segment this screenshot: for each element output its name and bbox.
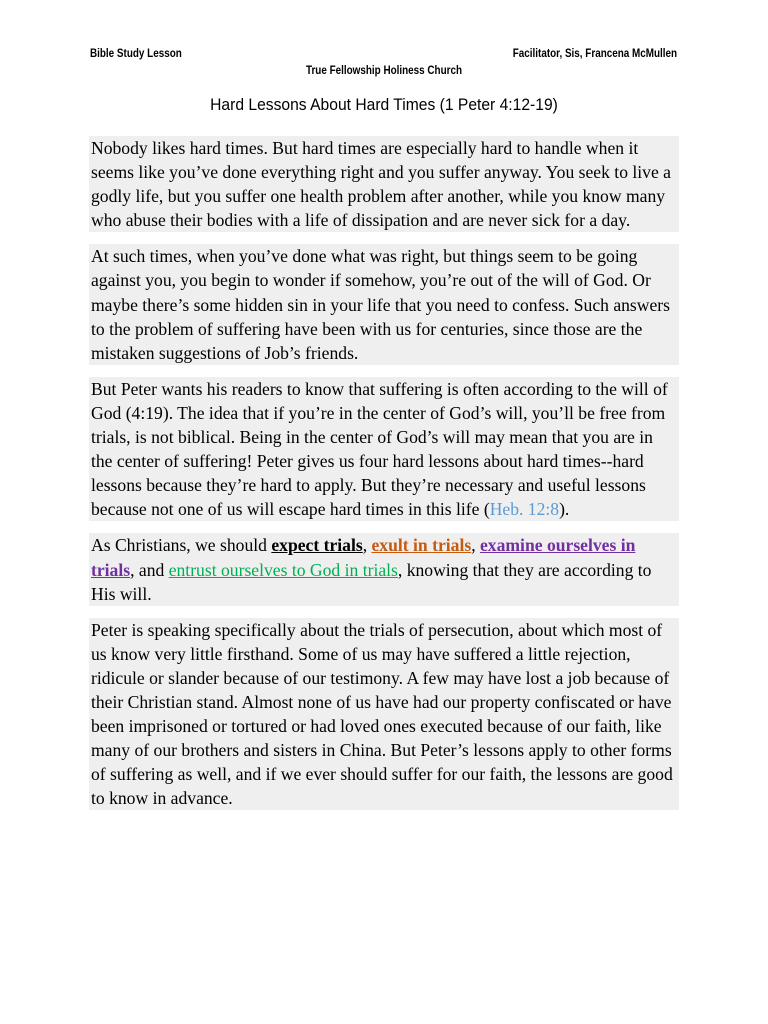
header-lesson-label: Bible Study Lesson [90, 48, 182, 60]
term-expect-trials: expect trials [271, 535, 363, 556]
separator: , and [130, 559, 169, 580]
paragraph-gap [88, 365, 680, 377]
paragraph-4-start: As Christians, we should [91, 535, 272, 556]
header-facilitator: Facilitator, Sis, Francena McMullen [512, 48, 677, 60]
paragraph-gap [88, 232, 680, 244]
scripture-reference-link[interactable]: Heb. 12:8 [489, 499, 560, 520]
header-church-name: True Fellowship Holiness Church [305, 65, 463, 77]
separator: , [471, 535, 480, 556]
term-examine-ourselves: examine ourselves in trials [91, 535, 636, 580]
paragraph-3-text: But Peter wants his readers to know that suffering is often according to the will of God (4:19). The idea that if you’re in the center of God’s will, you’ll be free from trials, is not biblical. Being in the center of God’s will may mean that you are in the center of suffering! Peter gives us four hard lessons about hard times--hard lessons because they’re hard to apply. But they’re necessary and useful lessons because not one of us will escape hard times in this life ( [91, 378, 668, 520]
paragraph-5: Peter is speaking specifically about the trials of persecution, about which most of us know very little firsthand. Some of us may have suffered a little rejection, ridicule or slander because of our testimony. A few may have lost a job because of their Christian stand. Almost none of us have had our property confiscated or have been imprisoned or tortured or had loved ones executed because of our faith, like many of our brothers and sisters in China. But Peter’s lessons apply to other forms of suffering as well, and if we ever should suffer for our faith, the lessons are good to know in advance. [91, 619, 673, 809]
term-exult-in-trials: exult in trials [371, 535, 472, 556]
paragraph-4 [89, 533, 679, 605]
paragraph-2: At such times, when you’ve done what was right, but things seem to be going against you, you begin to wonder if somehow, you’re out of the will of God. Or maybe there’s some hidden sin in your life that you need to confess. Such answers to the problem of suffering have been with us for centuries, since those are the mistaken suggestions of Job’s friends. [91, 246, 670, 363]
paragraph-4-end: , knowing that they are according to His will. [91, 559, 652, 604]
page-title: Hard Lessons About Hard Times (1 Peter 4:12-19) [210, 95, 558, 114]
separator: , [362, 535, 372, 556]
paragraph-3-end: ). [559, 499, 570, 520]
paragraph-1: Nobody likes hard times. But hard times are especially hard to handle when it seems like you’ve done everything right and you suffer anyway. You seek to live a godly life, but you suffer one health problem after another, while you know many who abuse their bodies with a life of dissipation and are never sick for a day. [91, 138, 671, 231]
paragraph-gap [88, 521, 680, 533]
paragraph-3 [89, 377, 679, 522]
term-entrust-ourselves: entrust ourselves to God in trials [168, 559, 398, 580]
paragraph-gap [88, 606, 680, 618]
lesson-body [89, 136, 679, 810]
